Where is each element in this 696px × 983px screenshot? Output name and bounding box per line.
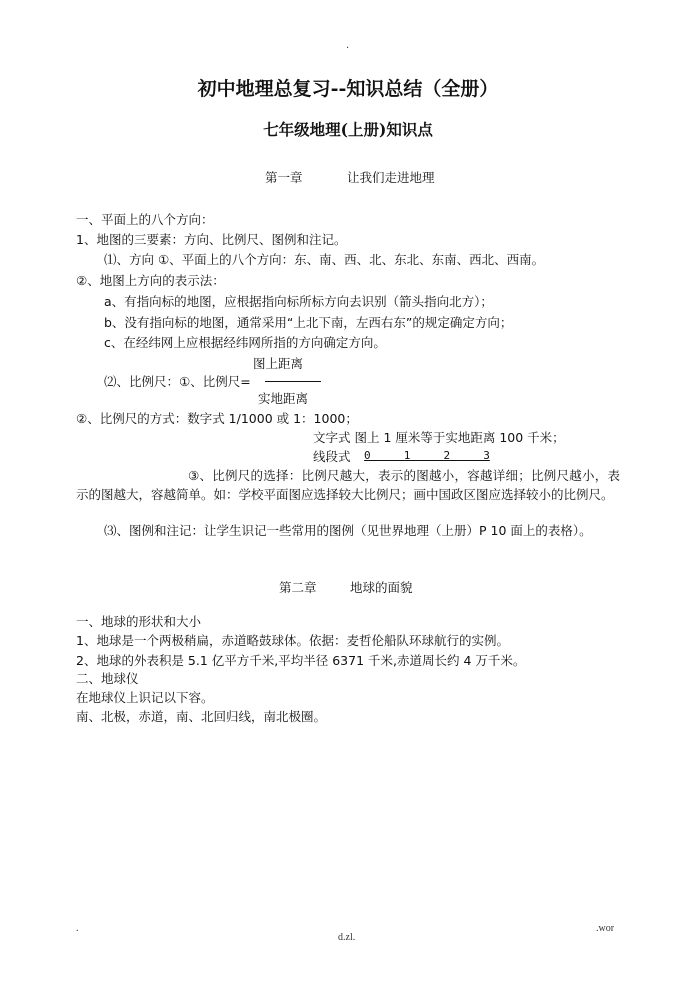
ch2-line-1: 一、地球的形状和大小	[76, 614, 202, 629]
ch2-line-2: 1、地球是一个两极稍扁，赤道略鼓球体。依据：麦哲伦船队环球航行的实例。	[76, 633, 509, 648]
scale-fraction-bar	[265, 381, 321, 382]
ch1-line-4: ②、地图上方向的表示法：	[76, 273, 225, 288]
ch1-line-7: c、在经纬网上应根据经纬网所指的方向确定方向。	[104, 335, 386, 350]
document-title: 初中地理总复习--知识总结（全册）	[197, 78, 499, 100]
ch1-line-8: ⑵、比例尺：①、比例尺=	[104, 374, 251, 389]
ch1-line-2: 1、地图的三要素：方向、比例尺、图例和注记。	[76, 232, 347, 247]
ch2-line-5: 在地球仪上识记以下容。	[76, 690, 214, 705]
footer-right-text: .wor	[596, 923, 615, 934]
scale-fraction-denominator: 实地距离	[258, 391, 309, 406]
ch2-line-6: 南、北极，赤道，南、北回归线，南北极圈。	[76, 709, 327, 724]
document-subtitle: 七年级地理(上册)知识点	[263, 120, 433, 139]
ch1-line-12: ③、比例尺的选择：比例尺越大，表示的图越小，容越详细；比例尺越小，表示的图越大，容越简单。如：学校平面图应选择较大比例尺；画中国政区图应选择较小的比例尺。	[76, 468, 620, 502]
footer-left-dot: .	[76, 923, 79, 934]
ch1-line-6: b、没有指向标的地图，通常采用“上北下南，左西右东”的规定确定方向；	[104, 315, 513, 330]
chapter-2-number: 第二章	[279, 580, 317, 595]
ch1-line-9: ②、比例尺的方式：数字式 1/1000 或 1：1000；	[76, 411, 358, 426]
chapter-2-name: 地球的面貌	[350, 580, 413, 595]
scale-fraction-numerator: 图上距离	[253, 356, 304, 371]
ch1-line-11-label: 线段式	[313, 449, 351, 464]
ch1-line-5: a、有指向标的地图，应根据指向标所标方向去识别（箭头指向北方）；	[104, 294, 493, 309]
ch2-line-3: 2、地球的外表积是 5.1 亿平方千米,平均半径 6371 千米,赤道周长约 4 万千米。	[76, 653, 526, 668]
line-scale-bar: 0 1 2 3	[364, 449, 490, 462]
ch2-line-4: 二、地球仪	[76, 671, 139, 686]
chapter-1-name: 让我们走进地理	[347, 170, 435, 185]
ch1-line-10: 文字式 图上 1 厘米等于实地距离 100 千米；	[313, 430, 565, 445]
ch1-line-1: 一、平面上的八个方向：	[76, 212, 214, 227]
top-dot: .	[346, 40, 350, 51]
ch1-line-3: ⑴、方向 ①、平面上的八个方向：东、南、西、北、东北、东南、西北、西南。	[104, 252, 545, 267]
ch1-line-13: ⑶、图例和注记：让学生识记一些常用的图例（见世界地理（上册）P 10 面上的表格）。	[104, 523, 592, 538]
chapter-1-number: 第一章	[265, 170, 303, 185]
footer-center-text: d.zl.	[338, 932, 356, 943]
